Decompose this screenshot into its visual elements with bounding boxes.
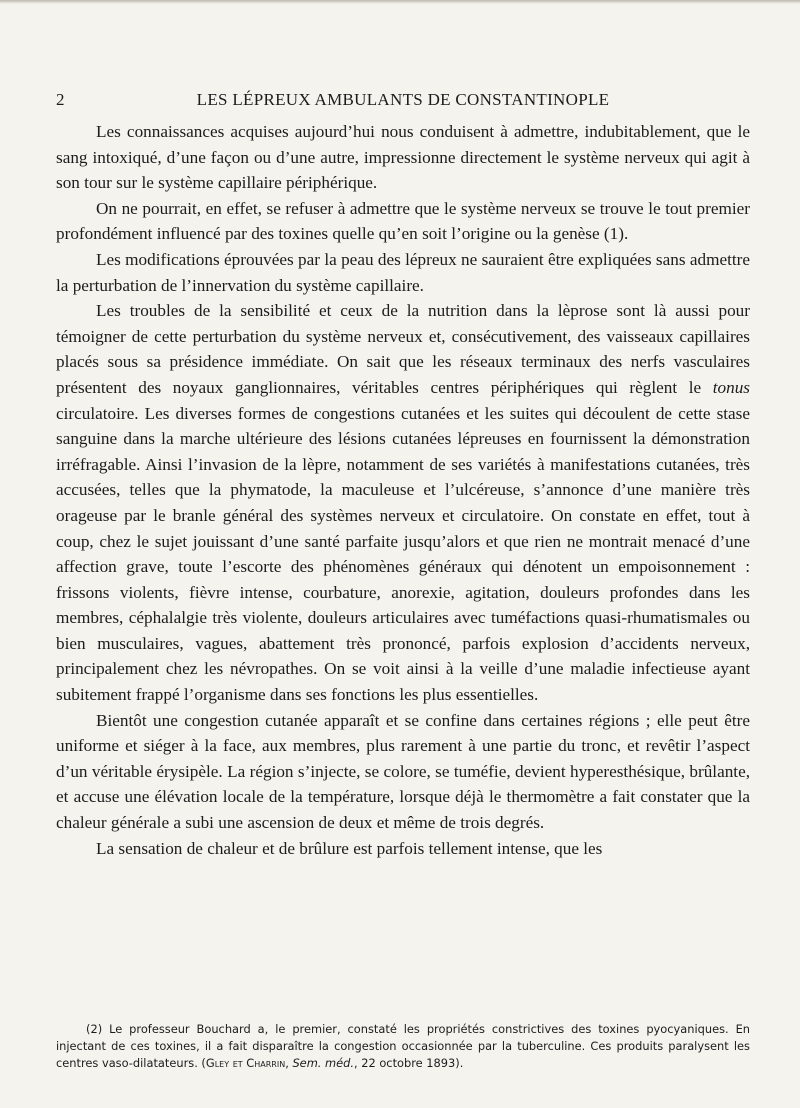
- body-text: [56, 119, 750, 861]
- paragraph-3-text: Les modifications éprouvées par la peau des lépreux ne sauraient être expliquées sans admettre la perturbation de l’innervation du système capillaire.: [56, 249, 750, 295]
- page-number: 2: [56, 90, 65, 109]
- paragraph-1: [56, 119, 750, 196]
- footnote-separator: ,: [285, 1056, 293, 1070]
- paragraph-3: [56, 247, 750, 298]
- footnote-text-before: (2) Le professeur Bouchard a, le premier, constaté les propriétés constrictives des toxines pyocyaniques. En injectant de ces toxines, il a fait disparaître la congestion occasionnée par la tuberculine. Ces produits paralysent les centres vaso-dilatateurs. (: [56, 1022, 750, 1070]
- paragraph-1-text: Les connaissances acquises aujourd’hui nous conduisent à admettre, indubitablement, que le sang intoxiqué, d’une façon ou d’une autre, impressionne directement le système nerveux qui agit à son tour sur le système capillaire périphérique.: [56, 122, 750, 193]
- page-header: [56, 90, 750, 114]
- paragraph-4: [56, 298, 750, 708]
- paragraph-4-italic-term: tonus: [712, 377, 750, 397]
- page-top-edge: [0, 0, 800, 4]
- paragraph-5-text: Bientôt une congestion cutanée apparaît et se confine dans certaines régions ; elle peut être uniforme et siéger à la face, aux membres, plus rarement à une partie du tronc, et revêtir l’aspect d’un véritable érysipèle. La région s’injecte, se colore, se tuméfie, devient hyperesthésique, brûlante, et accuse une élévation locale de la température, lorsque déjà le thermomètre a fait constater que la chaleur générale a subi une ascension de deux et même de trois degrés.: [56, 710, 750, 833]
- paragraph-2: [56, 196, 750, 247]
- paragraph-6-text: La sensation de chaleur et de brûlure est parfois tellement intense, que les: [96, 838, 603, 858]
- footnote-paragraph: [56, 1021, 750, 1072]
- paragraph-6: [56, 836, 750, 862]
- paragraph-5: [56, 708, 750, 836]
- paragraph-4-text-after: circulatoire. Les diverses formes de congestions cutanées et les suites qui découlent de cette stase sanguine dans la marche ultérieure des lésions cutanées lépreuses en fournissent la démonstration irréfragable. Ainsi l’invasion de la lèpre, notamment de ses variétés à manifestations cutanées, très accusées, telles que la phymatode, la maculeuse et l’ulcéreuse, s’annonce d’une manière très orageuse par le branle général des systèmes nerveux et circulatoire. On constate en effet, tout à coup, chez le sujet jouissant d’une santé parfaite jusqu’alors et que rien ne montrait menacé d’une affection grave, toute l’escorte des phénomènes généraux qui dénotent un empoisonnement : frissons violents, fièvre intense, courbature, anorexie, agitation, douleurs profondes dans les membres, céphalalgie très violente, douleurs articulaires avec tuméfactions quasi-rhumatismales ou bien musculaires, vagues, abattement très prononcé, parfois explosion d’accidents nerveux, principalement chez les névropathes. On se voit ainsi à la veille d’une maladie infectieuse ayant subitement frappé l’organisme dans ses fonctions les plus essentielles.: [56, 403, 750, 705]
- paragraph-2-text: On ne pourrait, en effet, se refuser à admettre que le système nerveux se trouve le tout premier profondément influencé par des toxines quelle qu’en soit l’origine ou la genèse (1).: [56, 198, 750, 244]
- footnote-text-after: , 22 octobre 1893).: [353, 1056, 464, 1070]
- footnote-journal: Sem. méd.: [292, 1056, 354, 1070]
- footnote-authors: Gley et Charrin: [205, 1056, 286, 1070]
- footnote: [56, 1021, 750, 1072]
- paragraph-4-text-before: Les troubles de la sensibilité et ceux de la nutrition dans la lèprose sont là aussi pour témoigner de cette perturbation du système nerveux et, consécutivement, des vaisseaux capillaires placés sous sa présidence immédiate. On sait que les réseaux terminaux des nerfs vasculaires présentent des noyaux ganglionnaires, véritables centres périphériques qui règlent le: [56, 301, 750, 397]
- running-title: LES LÉPREUX AMBULANTS DE CONSTANTINOPLE: [196, 90, 610, 109]
